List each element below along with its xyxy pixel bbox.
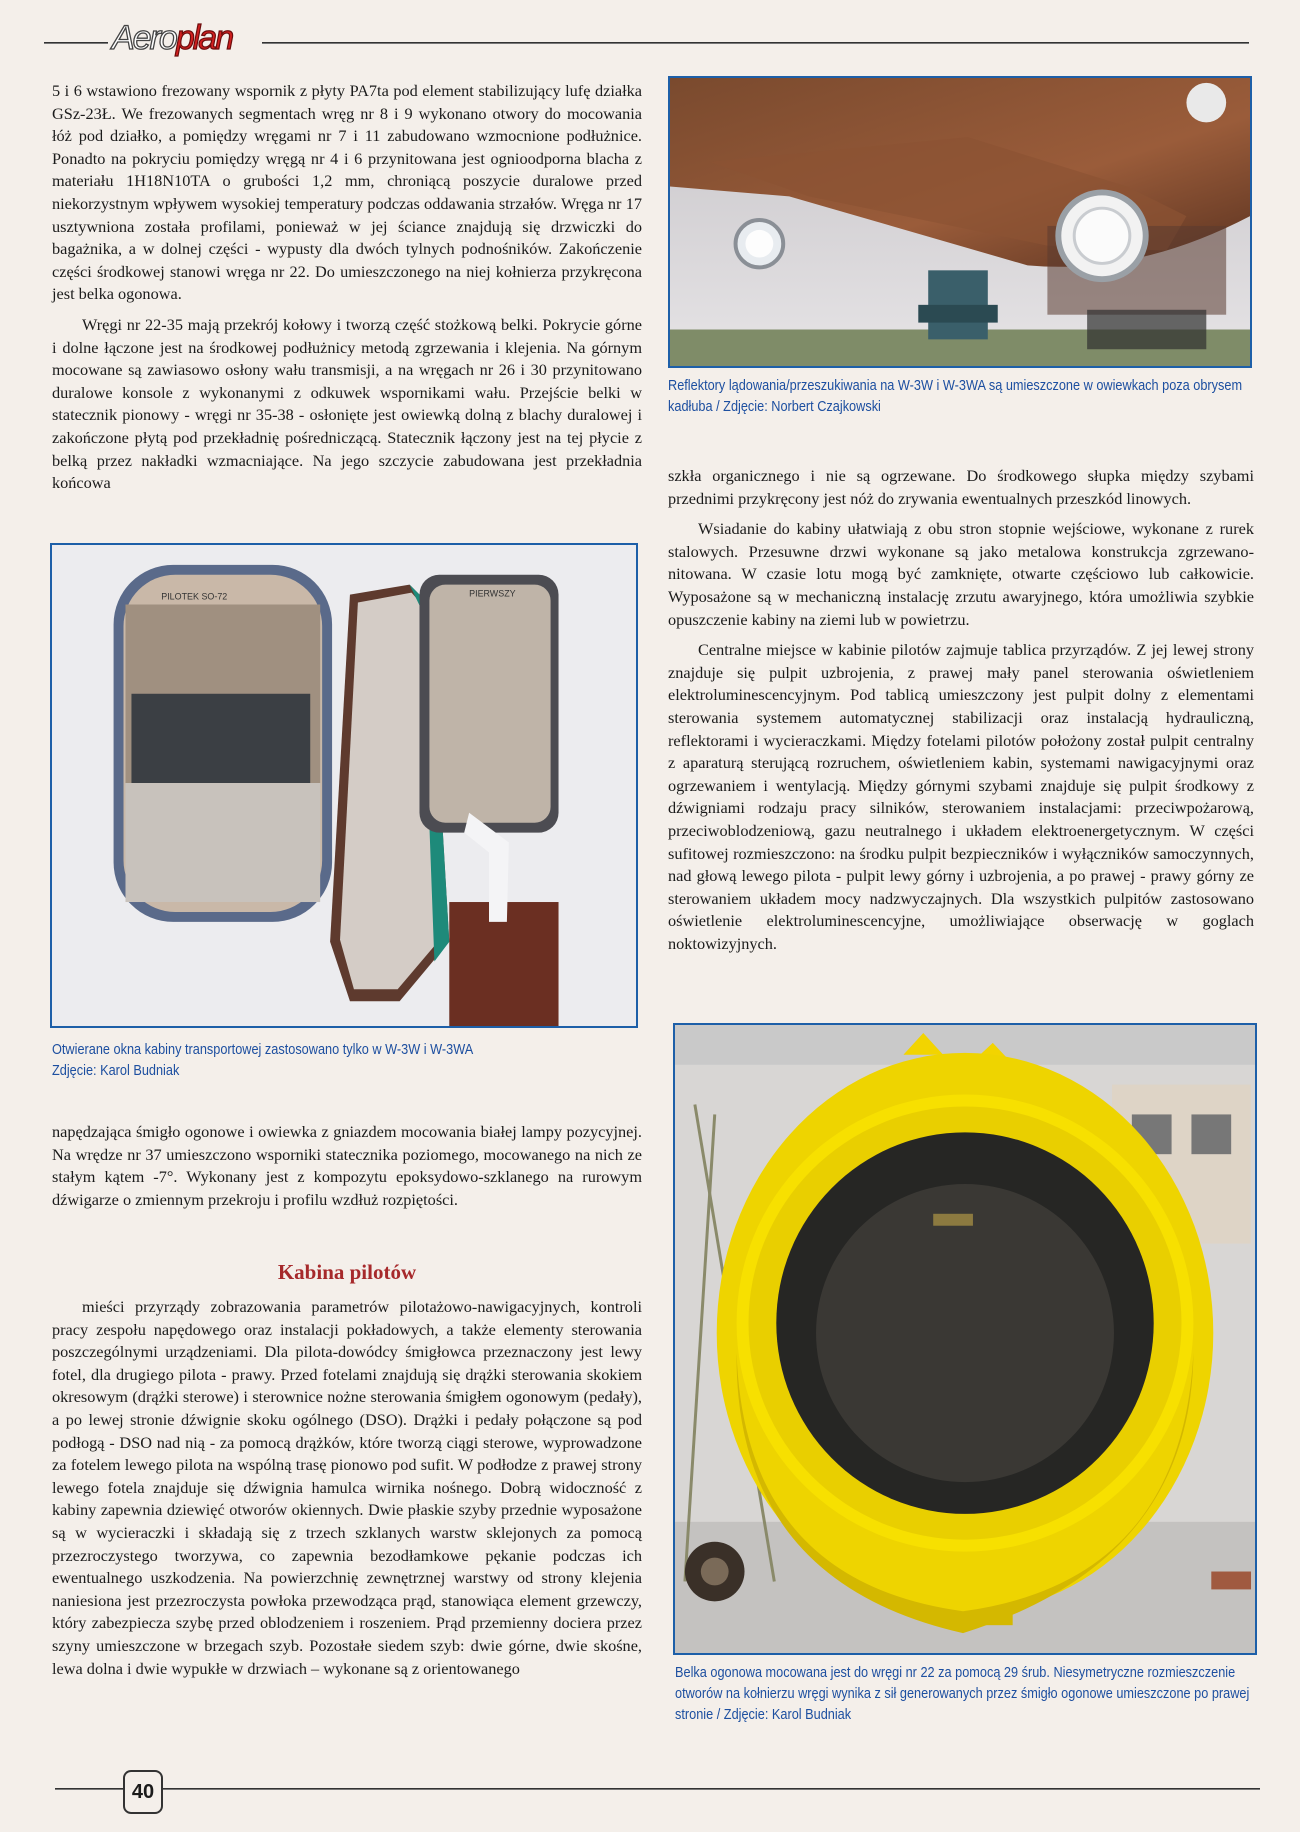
landing-lights-image	[670, 78, 1250, 366]
paragraph: Wsiadanie do kabiny ułatwiają z obu stron stopnie wejściowe, wykonane z rurek stalowych. Przesuwne drzwi wykonane są jako metalowa konstrukcja zgrzewano-nitowana. W czasie lotu mogą być zamknięte, otwarte częściowo lub całkowicie. Wyposażone są w mechaniczną instalację zrzutu awaryjnego, która umożliwia szybkie opuszczenie kabiny na ziemi lub w powietrzu.	[668, 519, 1254, 629]
caption-line: Zdjęcie: Karol Budniak	[52, 1063, 180, 1079]
paragraph: Centralne miejsce w kabinie pilotów zajmuje tablica przyrządów. Z jej lewej strony znajduje się pulpit uzbrojenia, z prawej mały panel sterowania oświetleniem elektroluminescencyjnym. Pod tablicą umieszczony jest pulpit dolny z elementami sterowania systemem automatycznej stabilizacji oraz instalacją hydrauliczną, reflektorami i wycieraczkami. Między fotelami pilotów położony został pulpit centralny z aparaturą sterującą rozruchem, oświetleniem kabin, systemami nawigacyjnymi oraz ogrzewaniem i wentylacją. Między górnymi szybami znajduje się pulpit środkowy z dźwigniami rodzaju pracy silników, sterowaniem instalacjami: przeciwpożarową, przeciwoblodzeniową, gazu neutralnego i układem elektroenergetycznym. W części sufitowej rozmieszczono: na środku pulpit bezpieczników i wyłączników samoczynnych, nad głową lewego pilota - pulpit lewy górny i uzbrojenia, a po prawej - prawy górny ze sterowaniem układem mocy nadzwyczajnych. Dla wszystkich pulpitów zastosowano oświetlenie elektroluminescencyjne, umożliwiające obserwację w goglach noktowizyjnych.	[668, 640, 1254, 953]
caption-photo-landing-lights: Reflektory lądowania/przeszukiwania na W-3W i W-3WA są umieszczone w owiewkach poza obrysem kadłuba / Zdjęcie: Norbert Czajkowski	[668, 378, 1243, 415]
photo-cabin-window	[50, 543, 638, 1028]
tail-boom-image	[675, 1025, 1255, 1653]
footer-rule-right	[163, 1788, 1260, 1790]
text-column-left-bottom	[52, 1296, 642, 1688]
paragraph: napędzająca śmigło ogonowe i owiewka z gniazdem mocowania białej lampy pozycyjnej. Na wrędze nr 37 umieszczono wsporniki statecznika poziomego, mocowanego na nich ze stałym kątem -7°. Wykonany jest z kompozytu epoksydowo-szklanego na rurowym dźwigarze o zmiennym przekroju i profilu wzdłuż rozpiętości.	[52, 1122, 642, 1209]
header-rule-left	[44, 42, 108, 44]
text-column-right	[668, 465, 1254, 963]
cabin-window-image	[52, 545, 636, 1026]
header-rule-right	[262, 42, 1249, 44]
paragraph: Wręgi nr 22-35 mają przekrój kołowy i tworzą część stożkową belki. Pokrycie górne i dolne łączone jest na środkowej podłużnicy metodą zgrzewania i klejenia. Na górnym mocowane są zawiasowo osłony wału transmisji, a na wręgach nr 26 i 30 przynitowano duralowe konsole z wykonanymi z odkuwek wspornikami wału. Przejście belki w statecznik pionowy - wręgi nr 35-38 - osłonięte jest owiewką dolną z blachy duralowej i zakończone płytą pod przekładnię pośredniczącą. Statecznik łączony jest na tej płycie z belką przez nakładki wzmacniające. Na jego szczycie zabudowana jest przekładnia końcowa	[52, 314, 642, 493]
door-panel-label2: PIERWSZY	[469, 588, 516, 599]
caption-photo-tail-boom: Belka ogonowa mocowana jest do wręgi nr 22 za pomocą 29 śrub. Niesymetryczne rozmieszczenie otworów na kołnierzu wręgi wynika z sił generowanych przez śmigło ogonowe umieszczone po prawej stronie / Zdjęcie: Karol Budniak	[675, 1665, 1250, 1723]
footer-rule-left	[55, 1788, 123, 1790]
magazine-logo: Aeroplan	[112, 19, 233, 57]
text-column-left-mid	[52, 1121, 642, 1219]
paragraph: szkła organicznego i nie są ogrzewane. Do środkowego słupka między szybami przednimi przykręcony jest nóż do zrywania ewentualnych przeszkód linowych.	[668, 466, 1254, 508]
door-panel-label1: PILOTEK SO-72	[161, 591, 228, 602]
photo-landing-lights	[668, 76, 1252, 368]
photo-tail-boom	[673, 1023, 1257, 1655]
paragraph: 5 i 6 wstawiono frezowany wspornik z płyty PA7ta pod element stabilizujący lufę działka GSz-23Ł. We frezowanych segmentach wręg nr 8 i 9 wykonano otwory do mocowania łóż pod działko, a pomiędzy wręgami nr 7 i 11 zabudowano wzmocnione podłużnice. Ponadto na pokryciu pomiędzy wręgą nr 4 i 6 przynitowana jest ognioodporna blacha z materiału 1H18N10TA o grubości 1,2 mm, chroniącą poszycie duralowe przed niekorzystnym wpływem wysokiej temperatury podczas oddawania strzałów. Wręga nr 17 usztywniona została profilami, ponieważ w jej ściance znajdują się drzwiczki do bagażnika, a w dolnej części - wypusty dla dwóch tylnych podnośników. Zakończenie części środkowej stanowi wręga nr 22. Do umieszczonego na niej kołnierza przykręcona jest belka ogonowa.	[52, 81, 642, 304]
caption-line: Otwierane okna kabiny transportowej zastosowano tylko w W-3W i W-3WA	[52, 1042, 474, 1058]
paragraph: mieści przyrządy zobrazowania parametrów pilotażowo-nawigacyjnych, kontroli pracy zespołu napędowego oraz instalacji pokładowych, a także elementy sterowania poszczególnymi urządzeniami. Dla pilota-dowódcy śmigłowca przeznaczony jest lewy fotel, dla drugiego pilota - prawy. Przed fotelami znajdują się drążki sterowania skokiem okresowym (drążki sterowe) i sterownice nożne sterowania śmigłem ogonowym (pedały), a po lewej stronie dźwignie skoku ogólnego (DSO). Drążki i pedały połączone są pod podłogą - DSO nad nią - za pomocą drążków, które tworzą ciągi sterowe, wyprowadzone za fotelem lewego pilota na wspólną trasę pionowo pod sufit. W podłodze z prawej strony lewego fotela znajduje się dźwignia hamulca wirnika nośnego. Dobrą widoczność z kabiny zapewnia dziewięć otworów okiennych. Dwie płaskie szyby przednie wyposażone są w wycieraczki i składają się z trzech szklanych warstw sklejonych za pomocą przezroczystego tworzywa, co zapewnia bezodłamkowe pękanie podczas ich ewentualnego uszkodzenia. Na powierzchnię zewnętrznej warstwy od strony klejenia naniesiona jest przezroczysta powłoka przewodząca prąd, stanowiąca element grzewczy, który zabezpiecza szybę przed oblodzeniem i roszeniem. Prąd przemienny dociera przez szyny umieszczone w brzegach szyb. Pozostałe siedem szyb: dwie górne, dwie skośne, lewa dolna i dwie wypukłe w drzwiach – wykonane są z orientowanego	[52, 1297, 642, 1678]
text-column-left-top	[52, 80, 642, 503]
caption-photo-cabin-window	[52, 1040, 637, 1082]
page-footer	[55, 1770, 1260, 1810]
section-title: Kabina pilotów	[277, 1260, 417, 1284]
page-header	[44, 18, 1249, 58]
page-number: 40	[123, 1770, 163, 1814]
